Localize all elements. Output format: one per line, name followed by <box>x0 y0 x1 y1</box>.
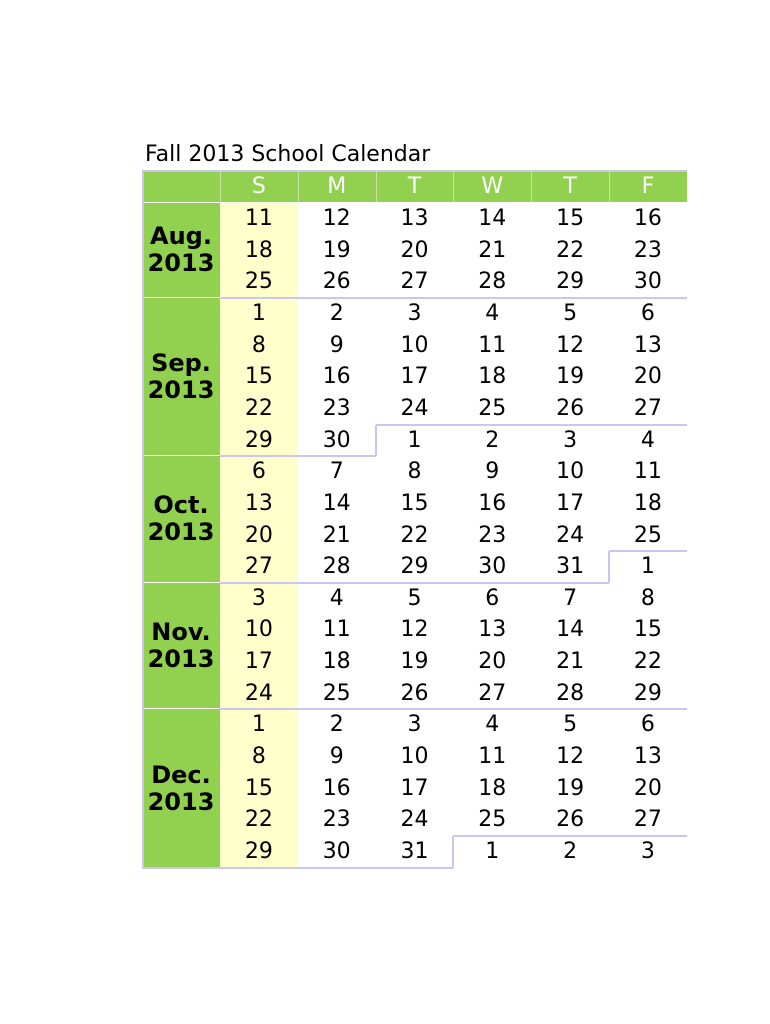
day-cell: 14 <box>322 490 351 516</box>
day-cell: 1 <box>640 554 655 580</box>
month-name: Aug. <box>150 222 212 251</box>
day-cell: 26 <box>556 395 585 421</box>
day-cell: 12 <box>400 617 429 643</box>
day-cell: 21 <box>478 237 507 263</box>
day-cell: 14 <box>556 617 585 643</box>
month-name: Oct. <box>153 491 209 520</box>
month-separator <box>453 835 686 837</box>
day-cell: 8 <box>407 459 422 485</box>
day-cell: 2 <box>329 300 344 326</box>
weekday-label: F <box>641 174 655 199</box>
day-cell: 18 <box>478 364 507 390</box>
calendar-border <box>142 867 453 869</box>
month-year: 2013 <box>147 518 215 547</box>
day-cell: 15 <box>244 364 273 390</box>
day-cell: 11 <box>478 744 507 770</box>
header-divider <box>220 171 221 202</box>
day-cell: 11 <box>244 206 273 231</box>
month-separator <box>609 550 687 552</box>
day-cell: 10 <box>244 617 273 643</box>
day-cell: 3 <box>563 427 578 453</box>
day-cell: 13 <box>633 332 662 358</box>
day-cell: 24 <box>244 680 273 706</box>
day-cell: 18 <box>244 237 273 263</box>
month-name: Dec. <box>151 760 211 789</box>
day-cell: 16 <box>322 775 351 801</box>
day-cell: 23 <box>322 807 351 833</box>
day-cell: 21 <box>322 522 351 548</box>
day-cell: 19 <box>556 775 585 801</box>
day-cell: 30 <box>478 554 507 580</box>
day-cell: 18 <box>322 649 351 675</box>
header-divider <box>609 171 610 202</box>
day-cell: 3 <box>407 300 422 326</box>
day-cell: 12 <box>556 332 585 358</box>
month-name: Nov. <box>151 618 211 647</box>
day-cell: 28 <box>322 554 351 580</box>
day-cell: 28 <box>478 269 507 295</box>
day-cell: 2 <box>485 427 500 453</box>
calendar-grid <box>142 171 687 869</box>
day-cell: 6 <box>640 300 655 326</box>
month-year: 2013 <box>147 249 215 278</box>
month-year: 2013 <box>147 645 215 674</box>
day-cell: 24 <box>400 395 429 421</box>
day-cell: 29 <box>244 427 273 453</box>
day-cell: 27 <box>633 395 662 421</box>
day-cell: 31 <box>556 554 585 580</box>
day-cell: 6 <box>640 712 655 738</box>
day-cell: 13 <box>478 617 507 643</box>
day-cell: 22 <box>633 649 662 675</box>
day-cell: 11 <box>633 459 662 485</box>
day-cell: 15 <box>556 206 585 231</box>
day-cell: 6 <box>485 585 500 611</box>
day-cell: 18 <box>478 775 507 801</box>
day-cell: 30 <box>633 269 662 295</box>
day-cell: 3 <box>251 585 266 611</box>
day-cell: 11 <box>478 332 507 358</box>
day-cell: 8 <box>251 332 266 358</box>
day-cell: 25 <box>633 522 662 548</box>
month-label <box>142 298 220 456</box>
day-cell: 15 <box>633 617 662 643</box>
day-cell: 7 <box>563 585 578 611</box>
day-cell: 17 <box>400 364 429 390</box>
day-cell: 1 <box>485 839 500 864</box>
day-cell: 25 <box>478 807 507 833</box>
month-label <box>142 203 220 298</box>
day-cell: 10 <box>400 744 429 770</box>
day-cell: 27 <box>400 269 429 295</box>
day-cell: 1 <box>251 712 266 738</box>
day-cell: 26 <box>556 807 585 833</box>
day-cell: 8 <box>251 744 266 770</box>
day-cell: 20 <box>244 522 273 548</box>
day-cell: 18 <box>633 490 662 516</box>
day-cell: 19 <box>400 649 429 675</box>
day-cell: 27 <box>633 807 662 833</box>
day-cell: 22 <box>244 395 273 421</box>
month-separator <box>608 551 610 583</box>
day-cell: 16 <box>633 206 662 231</box>
day-cell: 9 <box>485 459 500 485</box>
month-label <box>142 583 220 710</box>
header-divider <box>531 171 532 202</box>
day-cell: 5 <box>407 585 422 611</box>
day-cell: 17 <box>400 775 429 801</box>
calendar-border <box>142 170 687 172</box>
day-cell: 27 <box>478 680 507 706</box>
day-cell: 17 <box>244 649 273 675</box>
day-cell: 29 <box>633 680 662 706</box>
day-cell: 23 <box>322 395 351 421</box>
day-cell: 2 <box>329 712 344 738</box>
day-cell: 29 <box>244 839 273 864</box>
day-cell: 5 <box>563 300 578 326</box>
day-cell: 7 <box>329 459 344 485</box>
day-cell: 6 <box>251 459 266 485</box>
month-name: Sep. <box>151 349 211 378</box>
day-cell: 9 <box>329 332 344 358</box>
header-divider <box>298 171 299 202</box>
month-year: 2013 <box>147 787 215 816</box>
day-cell: 20 <box>633 364 662 390</box>
day-cell: 1 <box>251 300 266 326</box>
day-cell: 30 <box>322 839 351 864</box>
day-cell: 26 <box>400 680 429 706</box>
month-year: 2013 <box>147 376 215 405</box>
day-cell: 28 <box>556 680 585 706</box>
day-cell: 20 <box>478 649 507 675</box>
calendar-border <box>142 171 144 868</box>
weekday-label: T <box>563 174 577 199</box>
day-cell: 31 <box>400 839 429 864</box>
header-divider <box>376 171 377 202</box>
day-cell: 15 <box>400 490 429 516</box>
day-cell: 23 <box>478 522 507 548</box>
day-cell: 10 <box>556 459 585 485</box>
day-cell: 26 <box>322 269 351 295</box>
day-cell: 13 <box>400 206 429 231</box>
day-cell: 24 <box>556 522 585 548</box>
header-divider <box>453 171 454 202</box>
day-cell: 1 <box>407 427 422 453</box>
day-cell: 8 <box>640 585 655 611</box>
day-cell: 22 <box>244 807 273 833</box>
day-cell: 30 <box>322 427 351 453</box>
day-cell: 29 <box>556 269 585 295</box>
day-cell: 4 <box>329 585 344 611</box>
weekday-label: W <box>481 174 504 199</box>
day-cell: 12 <box>322 206 351 231</box>
month-label <box>142 709 220 867</box>
day-cell: 25 <box>244 269 273 295</box>
day-cell: 14 <box>478 206 507 231</box>
day-cell: 10 <box>400 332 429 358</box>
day-cell: 9 <box>329 744 344 770</box>
weekday-label: T <box>407 174 422 199</box>
month-separator <box>376 424 687 426</box>
day-cell: 5 <box>563 712 578 738</box>
day-cell: 4 <box>485 712 500 738</box>
day-cell: 20 <box>400 237 429 263</box>
day-cell: 11 <box>322 617 351 643</box>
weekday-label: S <box>251 174 266 199</box>
month-separator <box>452 836 454 868</box>
day-cell: 2 <box>563 839 578 864</box>
day-cell: 4 <box>640 427 655 453</box>
day-cell: 19 <box>322 237 351 263</box>
day-cell: 27 <box>244 554 273 580</box>
day-cell: 13 <box>244 490 273 516</box>
day-cell: 3 <box>407 712 422 738</box>
day-cell: 4 <box>485 300 500 326</box>
day-cell: 13 <box>633 744 662 770</box>
day-cell: 24 <box>400 807 429 833</box>
calendar-title: Fall 2013 School Calendar <box>145 142 431 167</box>
day-cell: 21 <box>556 649 585 675</box>
day-cell: 3 <box>640 839 655 864</box>
day-cell: 22 <box>400 522 429 548</box>
day-cell: 17 <box>556 490 585 516</box>
day-cell: 23 <box>633 237 662 263</box>
day-cell: 15 <box>244 775 273 801</box>
month-separator <box>375 425 377 457</box>
day-cell: 25 <box>322 680 351 706</box>
month-label <box>142 456 220 583</box>
weekday-label: M <box>327 174 347 199</box>
day-cell: 29 <box>400 554 429 580</box>
day-cell: 25 <box>478 395 507 421</box>
day-cell: 12 <box>556 744 585 770</box>
day-cell: 22 <box>556 237 585 263</box>
day-cell: 16 <box>322 364 351 390</box>
day-cell: 20 <box>633 775 662 801</box>
day-cell: 19 <box>556 364 585 390</box>
day-cell: 16 <box>478 490 507 516</box>
